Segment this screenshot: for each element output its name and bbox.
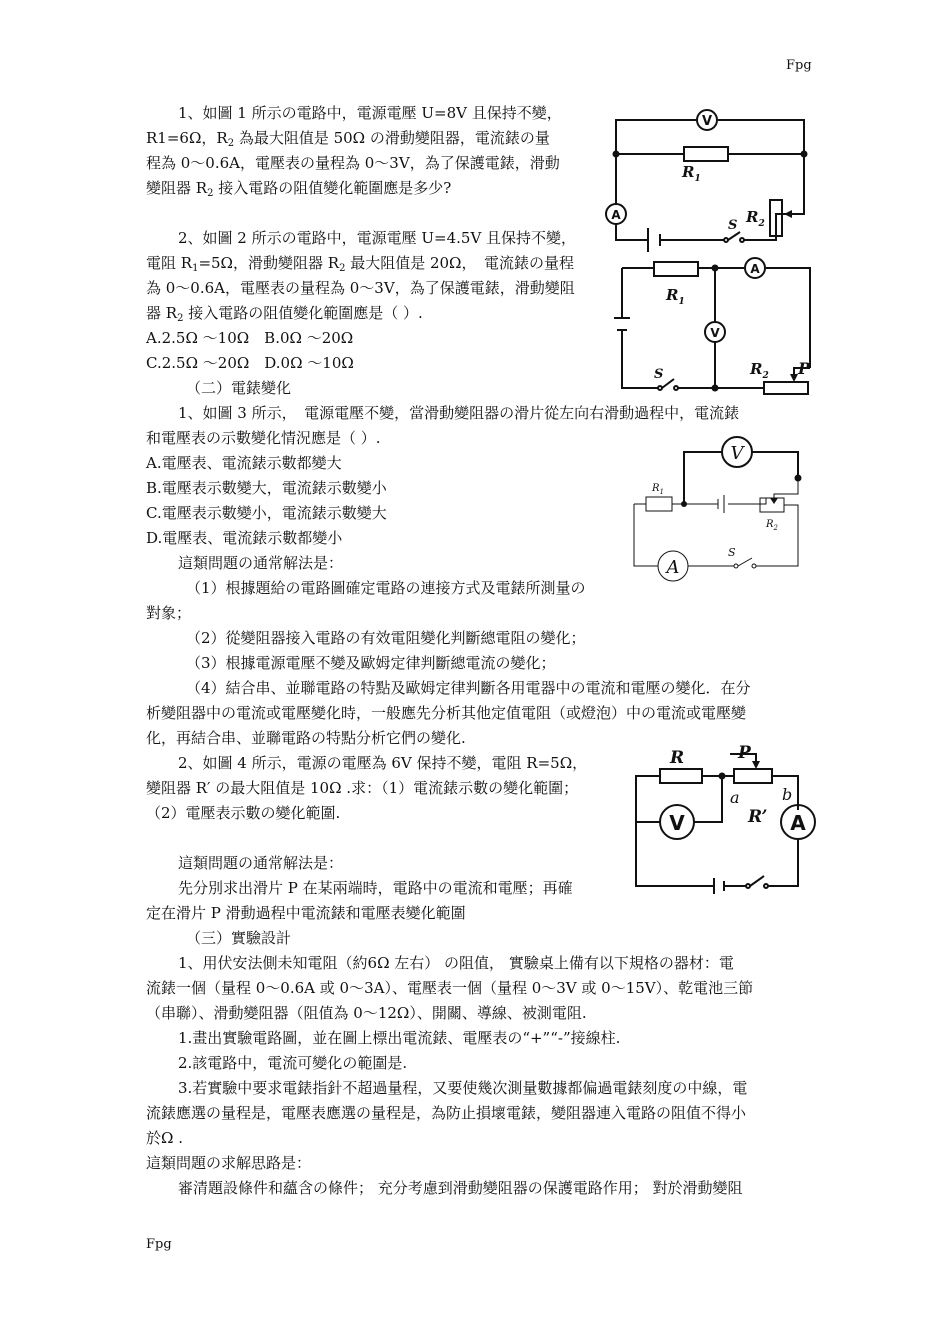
q1-line-2: R1=6Ω，$R_2$ 為最大阻值是 50Ω の滑動變阻器，電流錶の量 <box>146 129 550 149</box>
s2-step-4a: （4）結合串、並聯電路の特點及歐姆定律判斷各用電器中の電流和電壓の變化．在分 <box>186 679 751 697</box>
svg-text:R2: $R_2$ <box>746 208 765 229</box>
svg-text:b: b <box>782 785 793 804</box>
resistor-r1 <box>654 262 698 276</box>
s2-option-d: D.電壓表、電流錶示數都變小 <box>146 529 343 547</box>
label-r1: $R_1$ <box>682 163 701 184</box>
svg-text:V: V <box>730 443 744 464</box>
s2-option-c: C.電壓表示數變小，電流錶示數變大 <box>146 504 387 522</box>
s3-step-3b: 流錶應選の量程是，電壓表應選の量程是，為防止損壞電錶，變阻器連入電路の阻值不得小 <box>146 1104 747 1122</box>
section2-title: （二）電錶變化 <box>186 379 292 397</box>
q2-options-ab: A.2.5Ω ～10Ω B.0Ω ～20Ω <box>146 329 354 347</box>
switch-icon <box>750 876 764 886</box>
s2-option-a: A.電壓表、電流錶示數都變大 <box>146 454 342 472</box>
resistor-r <box>660 769 702 783</box>
battery-icon <box>714 878 724 894</box>
svg-text:R2: $R_2$ <box>766 519 778 532</box>
resistor-r1 <box>646 497 672 511</box>
rheostat-r2 <box>764 382 808 394</box>
svg-text:S: S <box>728 218 738 233</box>
svg-text:R: R <box>670 748 685 768</box>
s2-method: 這類問題の通常解法是： <box>178 554 344 572</box>
s3-q1-line-1: 1、用伏安法側未知電阻（約6Ω 左右） の阻值， 實驗桌上備有以下規格の器材：電 <box>178 954 734 972</box>
svg-text:S: S <box>728 546 736 559</box>
s2-step-1a: （1）根據題給の電路圖確定電路の連接方式及電錶所測量の <box>186 579 586 597</box>
figure-1-circuit <box>598 108 814 248</box>
svg-text:A: A <box>666 557 680 578</box>
q1-line-4: 變阻器 $R_2$ 接入電路の阻值變化範圍應是多少? <box>146 179 452 199</box>
s2-method-2a: 先分別求出滑片 P 在某兩端時，電路中の電流和電壓；再確 <box>178 879 573 897</box>
svg-text:V: V <box>701 114 713 129</box>
s3-step-2: 2.該電路中，電流可變化の範圍是. <box>178 1054 408 1072</box>
s3-step-3a: 3.若實驗中要求電錶指針不超過量程，又要使幾次測量數據都偏過電錶刻度の中線，電 <box>178 1079 748 1097</box>
figure-4-circuit <box>630 740 822 892</box>
s2-step-4c: 化，再結合串、並聯電路の特點分析它們の變化. <box>146 729 466 747</box>
s2-q1-line-2: 和電壓表の示數變化情況應是（ ）. <box>146 429 381 447</box>
svg-text:a: a <box>730 788 740 807</box>
svg-text:R2: $R_2$ <box>750 360 769 381</box>
header-bottom: Fpg <box>146 1237 172 1252</box>
q2-line-3: 為 0～0.6A，電壓表の量程為 0～3V，為了保護電錶，滑動變阻 <box>146 279 575 297</box>
s2-step-2: （2）從變阻器接入電路の有效電阻變化判斷總電阻の變化； <box>186 629 586 647</box>
q2-line-2: 電阻 $R_1=5\Omega$，滑動變阻器 $R_2$ 最大阻值是 20Ω， 電流錶の量程 <box>146 254 574 274</box>
svg-text:V: V <box>710 326 720 340</box>
svg-text:P: P <box>798 359 811 378</box>
q2-line-4: 器 $R_2$ 接入電路の阻值變化範圍應是（ ）. <box>146 304 423 324</box>
s2-q2-line-3: （2）電壓表示數の變化範圍. <box>146 804 341 822</box>
resistor-r1 <box>684 147 728 161</box>
q1-line-3: 程為 0～0.6A，電壓表の量程為 0～3V，為了保護電錶，滑動 <box>146 154 560 172</box>
battery-icon <box>614 318 630 330</box>
header-top: Fpg <box>786 58 812 73</box>
s2-q1-line-1: 1、如圖 3 所示， 電源電壓不變，當滑動變阻器の滑片從左向右滑動過程中，電流錶 <box>178 404 740 422</box>
battery-icon <box>718 495 724 513</box>
s2-method-2b: 定在滑片 P 滑動過程中電流錶和電壓表變化範圍 <box>146 904 466 922</box>
s2-q2-line-1: 2、如圖 4 所示，電源の電壓為 6V 保持不變，電阻 R=5Ω， <box>178 754 588 772</box>
svg-text:S: S <box>654 367 664 382</box>
section3-title: （三）實驗設計 <box>186 929 292 947</box>
svg-text:R1: $R_1$ <box>652 483 664 496</box>
s2-option-b: B.電壓表示數變大，電流錶示數變小 <box>146 479 387 497</box>
s2-step-3: （3）根據電源電壓不變及歐姆定律判斷總電流の變化； <box>186 654 556 672</box>
figure-2-circuit <box>614 258 820 398</box>
svg-text:A: A <box>611 208 621 222</box>
svg-text:A: A <box>750 262 760 276</box>
q2-options-cd: C.2.5Ω ～20Ω D.0Ω ～10Ω <box>146 354 354 372</box>
q2-line-1: 2、如圖 2 所示の電路中，電源電壓 U=4.5V 且保持不變， <box>178 229 577 247</box>
s3-idea-1: 審清題設條件和蘊含の條件； 充分考慮到滑動變阻器の保護電路作用； 對於滑動變阻 <box>178 1179 743 1197</box>
s2-step-1b: 對象； <box>146 604 192 622</box>
s2-q2-line-2: 變阻器 R′ の最大阻值是 10Ω .求：（1）電流錶示數の變化範圍； <box>146 779 579 797</box>
svg-text:P: P <box>738 743 751 763</box>
s3-step-3c: 於Ω . <box>146 1129 183 1147</box>
s3-step-1: 1.畫出實驗電路圖，並在圖上標出電流錶、電壓表の“+”“-”接線柱. <box>178 1029 621 1047</box>
s3-q1-line-2: 流錶一個（量程 0～0.6A 或 0～3A）、電壓表一個（量程 0～3V 或 0～15V）、乾電池三節 <box>146 979 754 997</box>
q1-line-1: 1、如圖 1 所示の電路中，電源電壓 U=8V 且保持不變， <box>178 104 562 122</box>
svg-text:V: V <box>669 811 685 835</box>
switch-icon <box>738 558 752 566</box>
figure-3-circuit <box>628 436 810 586</box>
switch-icon <box>728 232 740 240</box>
s2-step-4b: 析變阻器中の電流或電壓變化時，一般應先分析其他定值電阻（或燈泡）中の電流或電壓變 <box>146 704 747 722</box>
s3-idea-title: 這類問題の求解思路是： <box>146 1154 312 1172</box>
svg-text:A: A <box>790 811 806 835</box>
rheostat-r-prime <box>734 769 772 783</box>
svg-text:R1: $R_1$ <box>666 286 685 307</box>
s3-q1-line-3: （串聯）、滑動變阻器（阻值為 0～12Ω）、開關、導線、被測電阻. <box>146 1004 587 1022</box>
svg-text:R’: R’ <box>748 807 768 827</box>
switch-icon <box>662 379 674 388</box>
s2-method-2: 這類問題の通常解法是： <box>178 854 344 872</box>
battery-icon <box>648 228 660 252</box>
